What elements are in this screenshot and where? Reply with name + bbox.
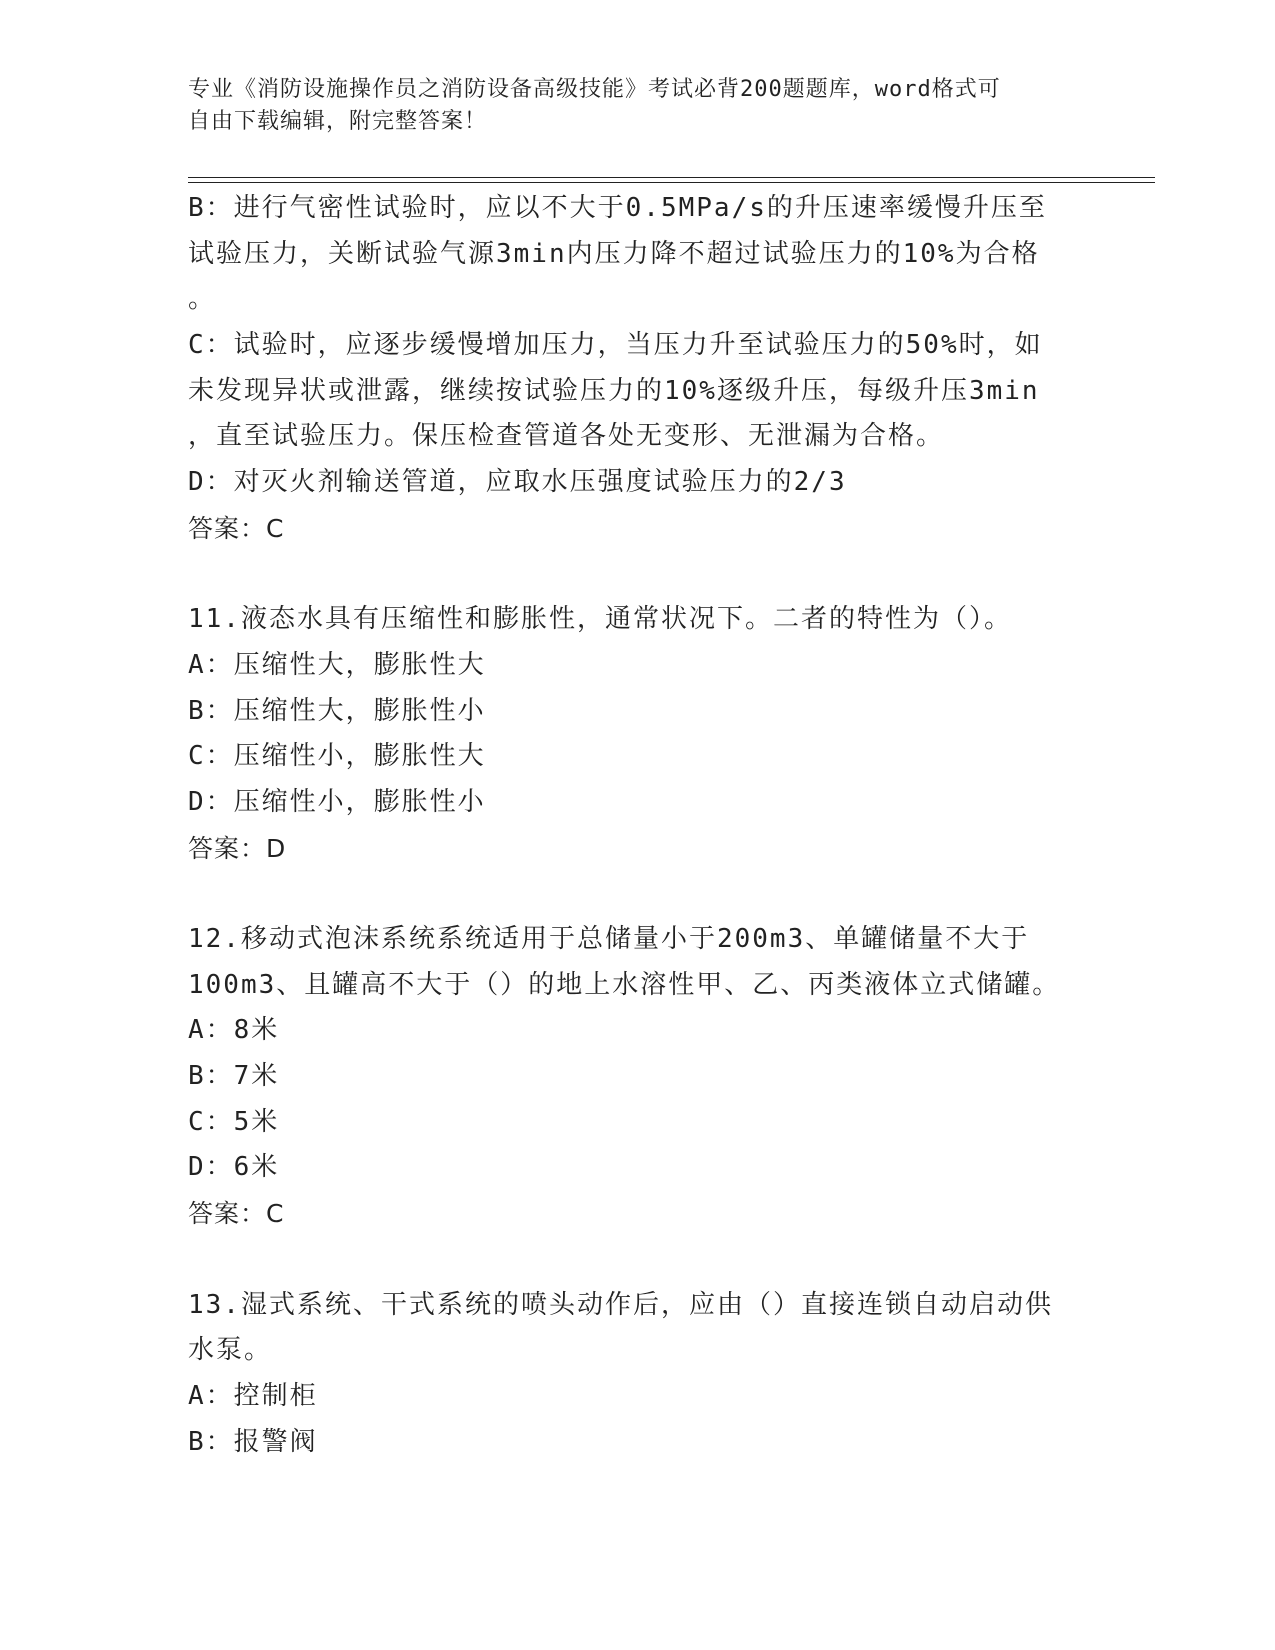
- spacer: [188, 1237, 1088, 1283]
- option-d: D：对灭火剂输送管道，应取水压强度试验压力的2/3: [188, 467, 847, 498]
- question-10-continued: [188, 186, 1088, 552]
- option-b: B：报警阀: [188, 1426, 318, 1457]
- question-stem-line-1: 12.移动式泡沫系统系统适用于总储量小于200m3、单罐储量不大于: [188, 924, 1030, 954]
- option-a: A：压缩性大，膨胀性大: [188, 649, 486, 680]
- option-b: B：7米: [188, 1061, 280, 1092]
- spacer: [188, 871, 1088, 917]
- option-b-line-1: B：进行气密性试验时，应以不大于0.5MPa/s的升压速率缓慢升压至: [188, 193, 1047, 223]
- option-c: C：5米: [188, 1106, 280, 1137]
- header-divider-top: [188, 177, 1155, 178]
- question-stem-line-2: 100m3、且罐高不大于（）的地上水溶性甲、乙、丙类液体立式储罐。: [188, 969, 1061, 1000]
- question-stem: 11.液态水具有压缩性和膨胀性，通常状况下。二者的特性为（）。: [188, 604, 1012, 635]
- answer: 答案：C: [188, 1199, 285, 1229]
- question-stem-line-1: 13.湿式系统、干式系统的喷头动作后，应由（）直接连锁自动启动供: [188, 1289, 1053, 1320]
- option-c-line-2: 未发现异状或泄露，继续按试验压力的10%逐级升压，每级升压3min: [188, 375, 1040, 406]
- question-13: [188, 1283, 1088, 1466]
- option-a: A：控制柜: [188, 1380, 318, 1411]
- option-d: D：6米: [188, 1152, 280, 1183]
- question-11: [188, 597, 1088, 871]
- option-b: B：压缩性大，膨胀性小: [188, 695, 486, 726]
- answer: 答案：C: [188, 513, 285, 543]
- option-a: A：8米: [188, 1015, 280, 1046]
- question-12: [188, 917, 1088, 1237]
- option-b-line-2: 试验压力，关断试验气源3min内压力降不超过试验压力的10%为合格: [188, 238, 1040, 269]
- option-c-line-1: C：试验时，应逐步缓慢增加压力，当压力升至试验压力的50%时，如: [188, 330, 1043, 361]
- header-title-line-1: 专业《消防设施操作员之消防设备高级技能》考试必背200题题库，word格式可: [188, 77, 1001, 102]
- option-c-line-3: ，直至试验压力。保压检查管道各处无变形、无泄漏为合格。: [188, 421, 945, 452]
- option-b-line-3: 。: [188, 284, 217, 315]
- document-header: [188, 74, 1068, 138]
- header-divider-bottom: [188, 182, 1155, 183]
- option-d: D：压缩性小，膨胀性小: [188, 786, 486, 817]
- spacer: [188, 552, 1088, 598]
- question-list: [188, 186, 1088, 1465]
- answer: 答案：D: [188, 833, 287, 863]
- header-title-line-2: 自由下载编辑，附完整答案！: [188, 109, 488, 134]
- option-c: C：压缩性小，膨胀性大: [188, 741, 486, 772]
- question-stem-line-2: 水泵。: [188, 1335, 273, 1366]
